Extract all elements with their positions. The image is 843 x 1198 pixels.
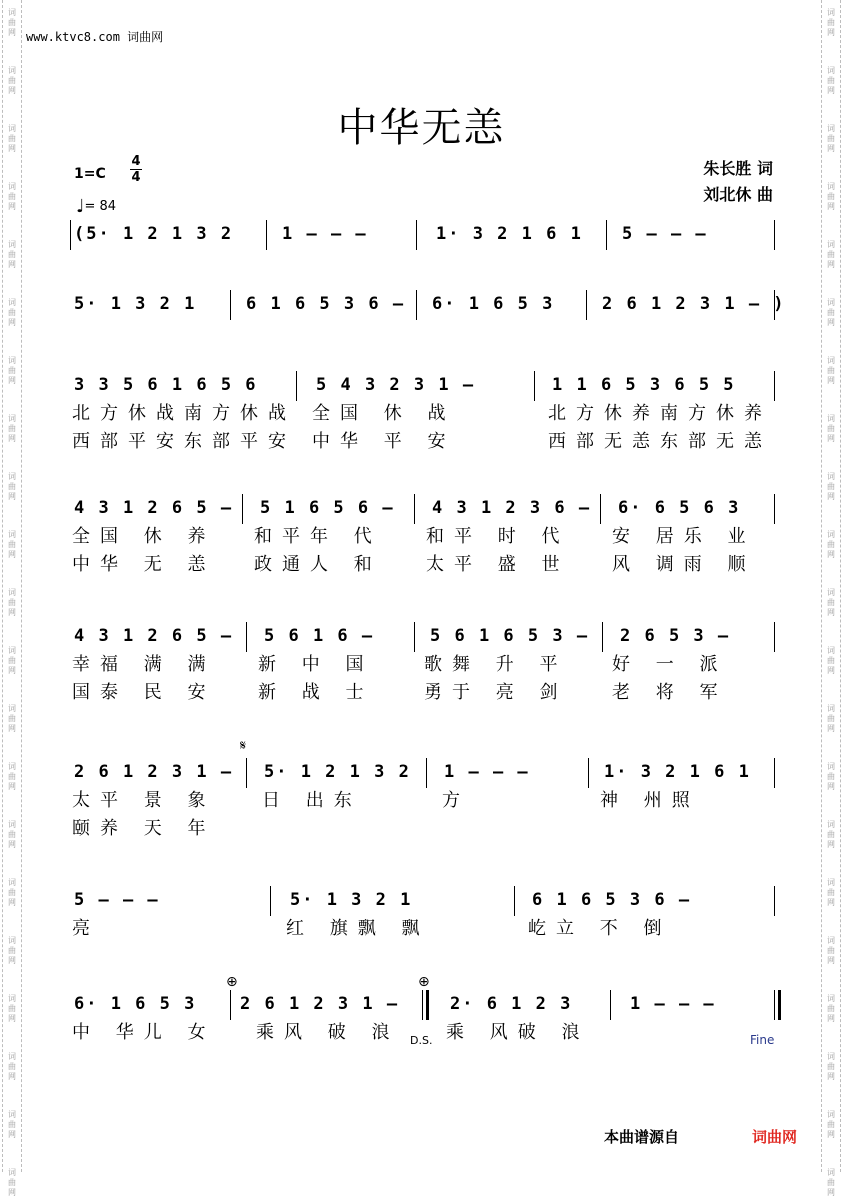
lyric-text: 全国 休 战 [312, 403, 456, 424]
measure-notes: 5· 1 3 2 1 [74, 294, 197, 314]
watermark-text: 词 曲 网 [8, 8, 16, 37]
barline [602, 622, 603, 652]
lyric-verse-1 [70, 403, 780, 425]
barline [246, 758, 247, 788]
source-brand: 词曲网 [752, 1128, 798, 1146]
barline [774, 886, 775, 916]
lyric-text: 老 将 军 [612, 682, 728, 703]
barline [426, 758, 427, 788]
lyric-text: 中华 平 安 [312, 431, 456, 452]
watermark-text: 词 曲 网 [8, 878, 16, 907]
measure-notes: 3 3 5 6 1 6 5 6 [74, 375, 258, 395]
lyric-text: 乘 风破 浪 [446, 1022, 590, 1043]
barline [270, 886, 271, 916]
lyric-text: 新 中 国 [258, 654, 374, 675]
lyric-text: 西部平安东部平安 [72, 431, 296, 452]
watermark-text: 词 曲 网 [827, 646, 835, 675]
watermark-text: 词 曲 网 [827, 414, 835, 443]
watermark-text: 词 曲 网 [8, 1052, 16, 1081]
page-title: 中华无恙 [337, 105, 506, 151]
measure-notes: 6· 6 5 6 3 [618, 498, 741, 518]
measure-notes: 5 6 1 6 5 3 – [430, 626, 590, 646]
watermark-text: 词 曲 网 [827, 66, 835, 95]
barline [586, 290, 587, 320]
barline [606, 220, 607, 250]
barline [296, 371, 297, 401]
lyric-text: 太平 景 象 [72, 790, 216, 811]
watermark-text: 词 曲 网 [8, 646, 16, 675]
lyric-text: 日 出东 [262, 790, 362, 811]
measure-notes: 5 4 3 2 3 1 – [316, 375, 476, 395]
watermark-text: 词 曲 网 [8, 356, 16, 385]
segno-icon: 𝄋 [240, 738, 247, 754]
lyric-text: 幸福 满 满 [72, 654, 216, 675]
watermark-text: 词 曲 网 [8, 704, 16, 733]
watermark-text: 词 曲 网 [827, 936, 835, 965]
measure-notes: 5· 1 2 1 3 2 [264, 762, 411, 782]
measure-notes: 4 3 1 2 6 5 – [74, 626, 234, 646]
measure-notes: 5 – – – [622, 224, 708, 244]
barline [774, 758, 775, 788]
lyric-text: 和平年 代 [254, 526, 382, 547]
lyric-text: 北方休养南方休养 [548, 403, 772, 424]
lyric-verse-2 [70, 682, 780, 704]
barline [242, 494, 243, 524]
barline [414, 622, 415, 652]
barline [610, 990, 611, 1020]
lyric-text: 屹立 不 倒 [528, 918, 672, 939]
lyric-text: 安 居乐 业 [612, 526, 756, 547]
watermark-text: 词 曲 网 [827, 182, 835, 211]
barline [774, 622, 775, 652]
quarter-note-icon: ♩ [76, 196, 85, 217]
watermark-text: 词 曲 网 [827, 356, 835, 385]
watermark-text: 词 曲 网 [827, 762, 835, 791]
staff-line [70, 760, 780, 790]
barline [774, 220, 775, 250]
lyric-text: 亮 [72, 918, 100, 939]
lyric-verse-1 [70, 918, 780, 940]
measure-notes: 2· 6 1 2 3 [450, 994, 573, 1014]
barline [70, 220, 71, 250]
barline [588, 758, 589, 788]
measure-notes: 5· 1 3 2 1 [290, 890, 413, 910]
lyric-text: 中华 无 恙 [72, 554, 216, 575]
measure-notes: 1· 3 2 1 6 1 [604, 762, 751, 782]
measure-notes: 1 – – – [444, 762, 530, 782]
double-barline [774, 990, 775, 1020]
watermark-text: 词 曲 网 [827, 240, 835, 269]
lyric-text: 颐养 天 年 [72, 818, 216, 839]
watermark-text: 词 曲 网 [827, 1052, 835, 1081]
watermark-text: 词 曲 网 [827, 530, 835, 559]
watermark-text: 词 曲 网 [8, 1110, 16, 1139]
measure-notes: 6· 1 6 5 3 [74, 994, 197, 1014]
lyricist-credit: 朱长胜 词 [703, 159, 773, 178]
measure-notes: 4 3 1 2 6 5 – [74, 498, 234, 518]
lyric-text: 歌舞 升 平 [424, 654, 568, 675]
coda-icon: ⊕ [418, 974, 430, 990]
watermark-text: 词 曲 网 [8, 66, 16, 95]
lyric-verse-2 [70, 818, 780, 840]
barline [514, 886, 515, 916]
barline [230, 290, 231, 320]
ds-marking: D.S. [410, 1034, 433, 1047]
composer-credit: 刘北休 曲 [703, 185, 773, 204]
staff-line [70, 292, 786, 322]
measure-notes: (5· 1 2 1 3 2 [74, 224, 234, 244]
barline [230, 990, 231, 1020]
watermark-text: 词 曲 网 [8, 182, 16, 211]
barline [246, 622, 247, 652]
lyric-text: 好 一 派 [612, 654, 728, 675]
lyric-text: 风 调雨 顺 [612, 554, 756, 575]
time-sig-top: 4 [131, 154, 141, 169]
barline [266, 220, 267, 250]
fine-marking: Fine [750, 1033, 775, 1047]
double-barline [422, 990, 423, 1020]
tempo-marking [76, 196, 116, 217]
measure-notes: 1 1 6 5 3 6 5 5 [552, 375, 736, 395]
lyric-text: 乘风 破 浪 [256, 1022, 400, 1043]
lyric-text: 中 华儿 女 [72, 1022, 216, 1043]
barline [416, 220, 417, 250]
lyric-verse-2 [70, 554, 780, 576]
lyric-text: 太平 盛 世 [426, 554, 570, 575]
watermark-text: 词 曲 网 [8, 994, 16, 1023]
watermark-text: 词 曲 网 [827, 588, 835, 617]
site-url: www.ktvc8.com 词曲网 [26, 30, 164, 44]
watermark-text: 词 曲 网 [8, 298, 16, 327]
lyric-text: 红 旗飘 飘 [286, 918, 430, 939]
lyric-text: 新 战 士 [258, 682, 374, 703]
watermark-text: 词 曲 网 [8, 762, 16, 791]
time-signature [130, 154, 142, 185]
watermark-text: 词 曲 网 [827, 298, 835, 327]
lyric-text: 政通人 和 [254, 554, 382, 575]
lyric-text: 全国 休 养 [72, 526, 216, 547]
staff-line [70, 888, 780, 918]
measure-notes: 4 3 1 2 3 6 – [432, 498, 592, 518]
measure-notes: 2 6 1 2 3 1 – ) [602, 294, 786, 314]
watermark-text: 词 曲 网 [8, 820, 16, 849]
source-text: 本曲谱源自 [604, 1128, 680, 1146]
tempo-value: = 84 [84, 199, 117, 214]
watermark-text: 词 曲 网 [8, 472, 16, 501]
watermark-text: 词 曲 网 [827, 1110, 835, 1139]
measure-notes: 1· 3 2 1 6 1 [436, 224, 583, 244]
barline [534, 371, 535, 401]
measure-notes: 1 – – – [630, 994, 716, 1014]
measure-notes: 2 6 1 2 3 1 – [74, 762, 234, 782]
watermark-text: 词 曲 网 [8, 588, 16, 617]
lyric-text: 勇于 亮 剑 [424, 682, 568, 703]
lyric-text: 方 [442, 790, 470, 811]
measure-notes: 2 6 5 3 – [620, 626, 731, 646]
lyric-text: 西部无恙东部无恙 [548, 431, 772, 452]
coda-icon: ⊕ [226, 974, 238, 990]
measure-notes: 5 1 6 5 6 – [260, 498, 395, 518]
lyric-text: 国泰 民 安 [72, 682, 216, 703]
measure-notes: 5 6 1 6 – [264, 626, 375, 646]
measure-notes: 5 – – – [74, 890, 160, 910]
lyric-verse-2 [70, 431, 780, 453]
watermark-text: 词 曲 网 [827, 8, 835, 37]
watermark-text: 词 曲 网 [8, 240, 16, 269]
watermark-text: 词 曲 网 [8, 936, 16, 965]
watermark-text: 词 曲 网 [827, 994, 835, 1023]
watermark-text: 词 曲 网 [827, 820, 835, 849]
barline [414, 494, 415, 524]
watermark-text: 词 曲 网 [827, 878, 835, 907]
measure-notes: 6· 1 6 5 3 [432, 294, 555, 314]
barline [774, 494, 775, 524]
watermark-text: 词 曲 网 [827, 1168, 835, 1197]
measure-notes: 6 1 6 5 3 6 – [246, 294, 406, 314]
measure-notes: 6 1 6 5 3 6 – [532, 890, 692, 910]
lyric-text: 和平 时 代 [426, 526, 570, 547]
staff-line [70, 222, 780, 252]
staff-line [70, 496, 780, 526]
watermark-text: 词 曲 网 [827, 124, 835, 153]
lyric-text: 北方休战南方休战 [72, 403, 296, 424]
measure-notes: 1 – – – [282, 224, 368, 244]
watermark-text: 词 曲 网 [8, 1168, 16, 1197]
lyric-verse-1 [70, 654, 780, 676]
watermark-text: 词 曲 网 [8, 124, 16, 153]
staff-line [70, 992, 780, 1022]
barline [774, 371, 775, 401]
watermark-text: 词 曲 网 [827, 704, 835, 733]
measure-notes: 2 6 1 2 3 1 – [240, 994, 400, 1014]
lyric-text: 神 州照 [600, 790, 700, 811]
staff-line [70, 373, 780, 403]
watermark-text: 词 曲 网 [8, 530, 16, 559]
key-signature: 1=C [74, 166, 106, 182]
lyric-verse-1 [70, 790, 780, 812]
staff-line [70, 624, 780, 654]
lyric-verse-1 [70, 526, 780, 548]
barline [600, 494, 601, 524]
watermark-text: 词 曲 网 [8, 414, 16, 443]
watermark-text: 词 曲 网 [827, 472, 835, 501]
barline [416, 290, 417, 320]
time-sig-bottom: 4 [131, 170, 141, 185]
